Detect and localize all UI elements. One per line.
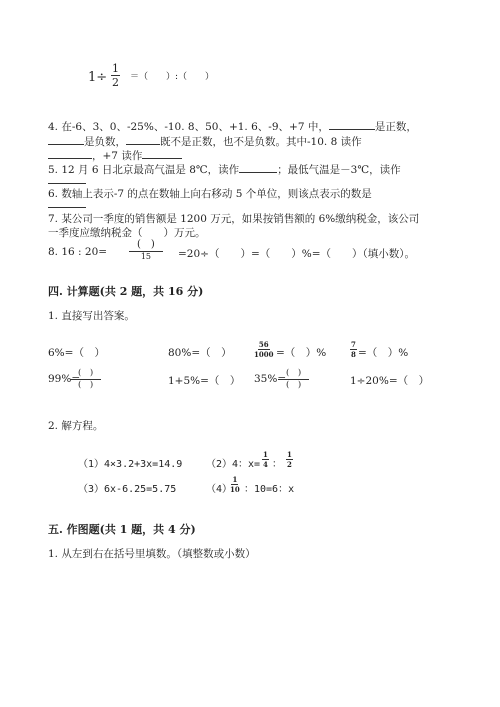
- question-8-fraction: [129, 240, 163, 261]
- question-8-rest: [178, 246, 415, 261]
- q8-text-rest: =20÷（ ）=（ ）%=（ ）（填小数）。: [178, 248, 416, 260]
- q7-text-2: 一季度应缴纳税金（ ）万元。: [48, 227, 206, 239]
- q4-text-1: 4. 在-6、3、0、-25%、-10. 8、50、+1. 6、-9、+7 中，: [48, 121, 329, 133]
- fraction-numerator: 56: [258, 340, 269, 349]
- calc-item-text: 35%=: [254, 373, 287, 385]
- calc-1-item-6: [168, 373, 240, 388]
- calc-item-text: 1÷20%=（ ）: [350, 375, 430, 387]
- question-4-line-1: [48, 119, 417, 134]
- q6-text: 6. 数轴上表示-7 的点在数轴上向右移动 5 个单位，则该点表示的数是: [48, 188, 372, 200]
- fraction-numerator[interactable]: ( ): [70, 369, 101, 380]
- top-expression-equals: [130, 69, 214, 82]
- answer-blank[interactable]: [329, 129, 375, 130]
- question-4-line-3: [48, 148, 182, 163]
- draw-1-label: [48, 546, 256, 561]
- calc-2-label: [48, 418, 103, 433]
- equation-text: （1）4×3.2+3x=14.9: [78, 459, 183, 470]
- q7-text-1: 7. 某公司一季度的销售额是 1200 万元，如果按销售额的 6%缴纳税金，该公司: [48, 213, 420, 225]
- answer-blank[interactable]: [48, 172, 86, 184]
- calc-item-text: 99%=: [48, 373, 81, 385]
- equation-2-prefix: [206, 455, 260, 470]
- question-5-line-1: [48, 162, 401, 177]
- fraction-denominator: 8: [351, 350, 356, 359]
- q5-text-1a: 5. 12 月 6 日北京最高气温是 8℃，读作: [48, 164, 240, 176]
- equation-text: ：: [272, 459, 282, 470]
- equation-2-fraction-1: [262, 451, 269, 468]
- calc-1-item-1: [48, 345, 105, 360]
- top-expression: [88, 70, 107, 85]
- q8-text-prefix: 8. 16 : 20=: [48, 246, 108, 258]
- question-8-prefix: [48, 246, 107, 258]
- question-6-line-2: [48, 196, 86, 211]
- answer-blank[interactable]: [126, 144, 160, 145]
- q4-text-2a: 是负数，: [84, 136, 126, 148]
- calc-1-item-2: [168, 345, 232, 360]
- fraction-numerator[interactable]: ( ): [278, 369, 309, 380]
- fraction-denominator: 1000: [254, 350, 274, 359]
- equation-text: ：10=6：x: [244, 484, 295, 495]
- fraction-denominator[interactable]: ( ): [78, 379, 94, 390]
- calc-1-item-5-fraction: [70, 369, 101, 389]
- equation-2-colon: [272, 455, 282, 470]
- question-7-line-1: [48, 211, 419, 226]
- calc-item-text: 6%=（ ）: [48, 347, 105, 359]
- equation-1: [78, 455, 182, 470]
- calc-1-item-4: [358, 345, 408, 360]
- equation-4-prefix: [206, 480, 232, 495]
- calc-item-text: 1+5%=（ ）: [168, 375, 241, 387]
- q4-text-2b: 既不是正数，也不是负数。其中-10. 8 读作: [160, 136, 362, 148]
- fraction-numerator: 7: [351, 340, 356, 349]
- answer-blank[interactable]: [142, 158, 182, 159]
- calc-1-item-3: [276, 345, 326, 360]
- q4-text-1-tail: 是正数，: [374, 121, 417, 133]
- equation-4-fraction: [230, 476, 240, 493]
- fraction-denominator: 4: [263, 460, 268, 469]
- calc-1-item-4-fraction: [350, 341, 357, 358]
- question-4-line-2: [48, 134, 362, 149]
- fraction-denominator[interactable]: ( ): [286, 379, 302, 390]
- equation-3: [78, 480, 176, 495]
- answer-blank[interactable]: [48, 144, 84, 145]
- fraction-denominator: 2: [112, 76, 119, 89]
- section-4-title: 四. 计算题(共 2 题，共 16 分): [48, 285, 204, 298]
- top-expression-fraction: [111, 63, 120, 88]
- calc-item-text: 80%=（ ）: [168, 347, 232, 359]
- calc-2-label-text: 2. 解方程。: [48, 420, 104, 432]
- answer-blank[interactable]: [48, 158, 92, 159]
- calc-1-item-3-fraction: [254, 341, 273, 358]
- top-expression-whole: 1÷: [88, 70, 108, 85]
- calc-1-label: [48, 308, 135, 323]
- fraction-denominator: 15: [140, 252, 151, 261]
- fraction-denominator: 10: [230, 485, 240, 494]
- calc-1-label-text: 1. 直接写出答案。: [48, 310, 135, 322]
- question-5-line-2: [48, 172, 86, 187]
- top-expression-answer: ＝（ ）:（ ）: [130, 72, 215, 82]
- q4-text-3: ，+7 读作: [92, 150, 143, 162]
- equation-4-tail: [244, 480, 294, 495]
- question-6-line-1: [48, 186, 372, 201]
- equation-text: （2）4：x=: [206, 459, 261, 470]
- equation-text: （3）6x-6.25=5.75: [78, 484, 177, 495]
- fraction-numerator: 1: [263, 450, 268, 459]
- q5-text-1b: ；最低气温是－3℃，读作: [277, 164, 401, 176]
- fraction-numerator: 1: [112, 62, 119, 75]
- fraction-denominator: 2: [287, 460, 292, 469]
- fraction-numerator[interactable]: ( ): [129, 240, 163, 252]
- section-5-title: 五. 作图题(共 1 题，共 4 分): [48, 523, 196, 536]
- calc-item-text: =（ ）%: [276, 347, 327, 359]
- answer-blank[interactable]: [48, 196, 86, 208]
- calc-1-item-8: [350, 373, 429, 388]
- fraction-numerator: 1: [232, 475, 238, 484]
- question-7-line-2: [48, 225, 206, 240]
- equation-2-fraction-2: [286, 451, 293, 468]
- draw-1-label-text: 1. 从左到右在括号里填数。（填整数或小数）: [48, 548, 256, 560]
- fraction-numerator: 1: [287, 450, 292, 459]
- calc-1-item-7-fraction: [278, 369, 309, 389]
- equation-text: （4）: [206, 484, 233, 495]
- answer-blank[interactable]: [239, 172, 277, 173]
- calc-item-text: =（ ）%: [358, 347, 409, 359]
